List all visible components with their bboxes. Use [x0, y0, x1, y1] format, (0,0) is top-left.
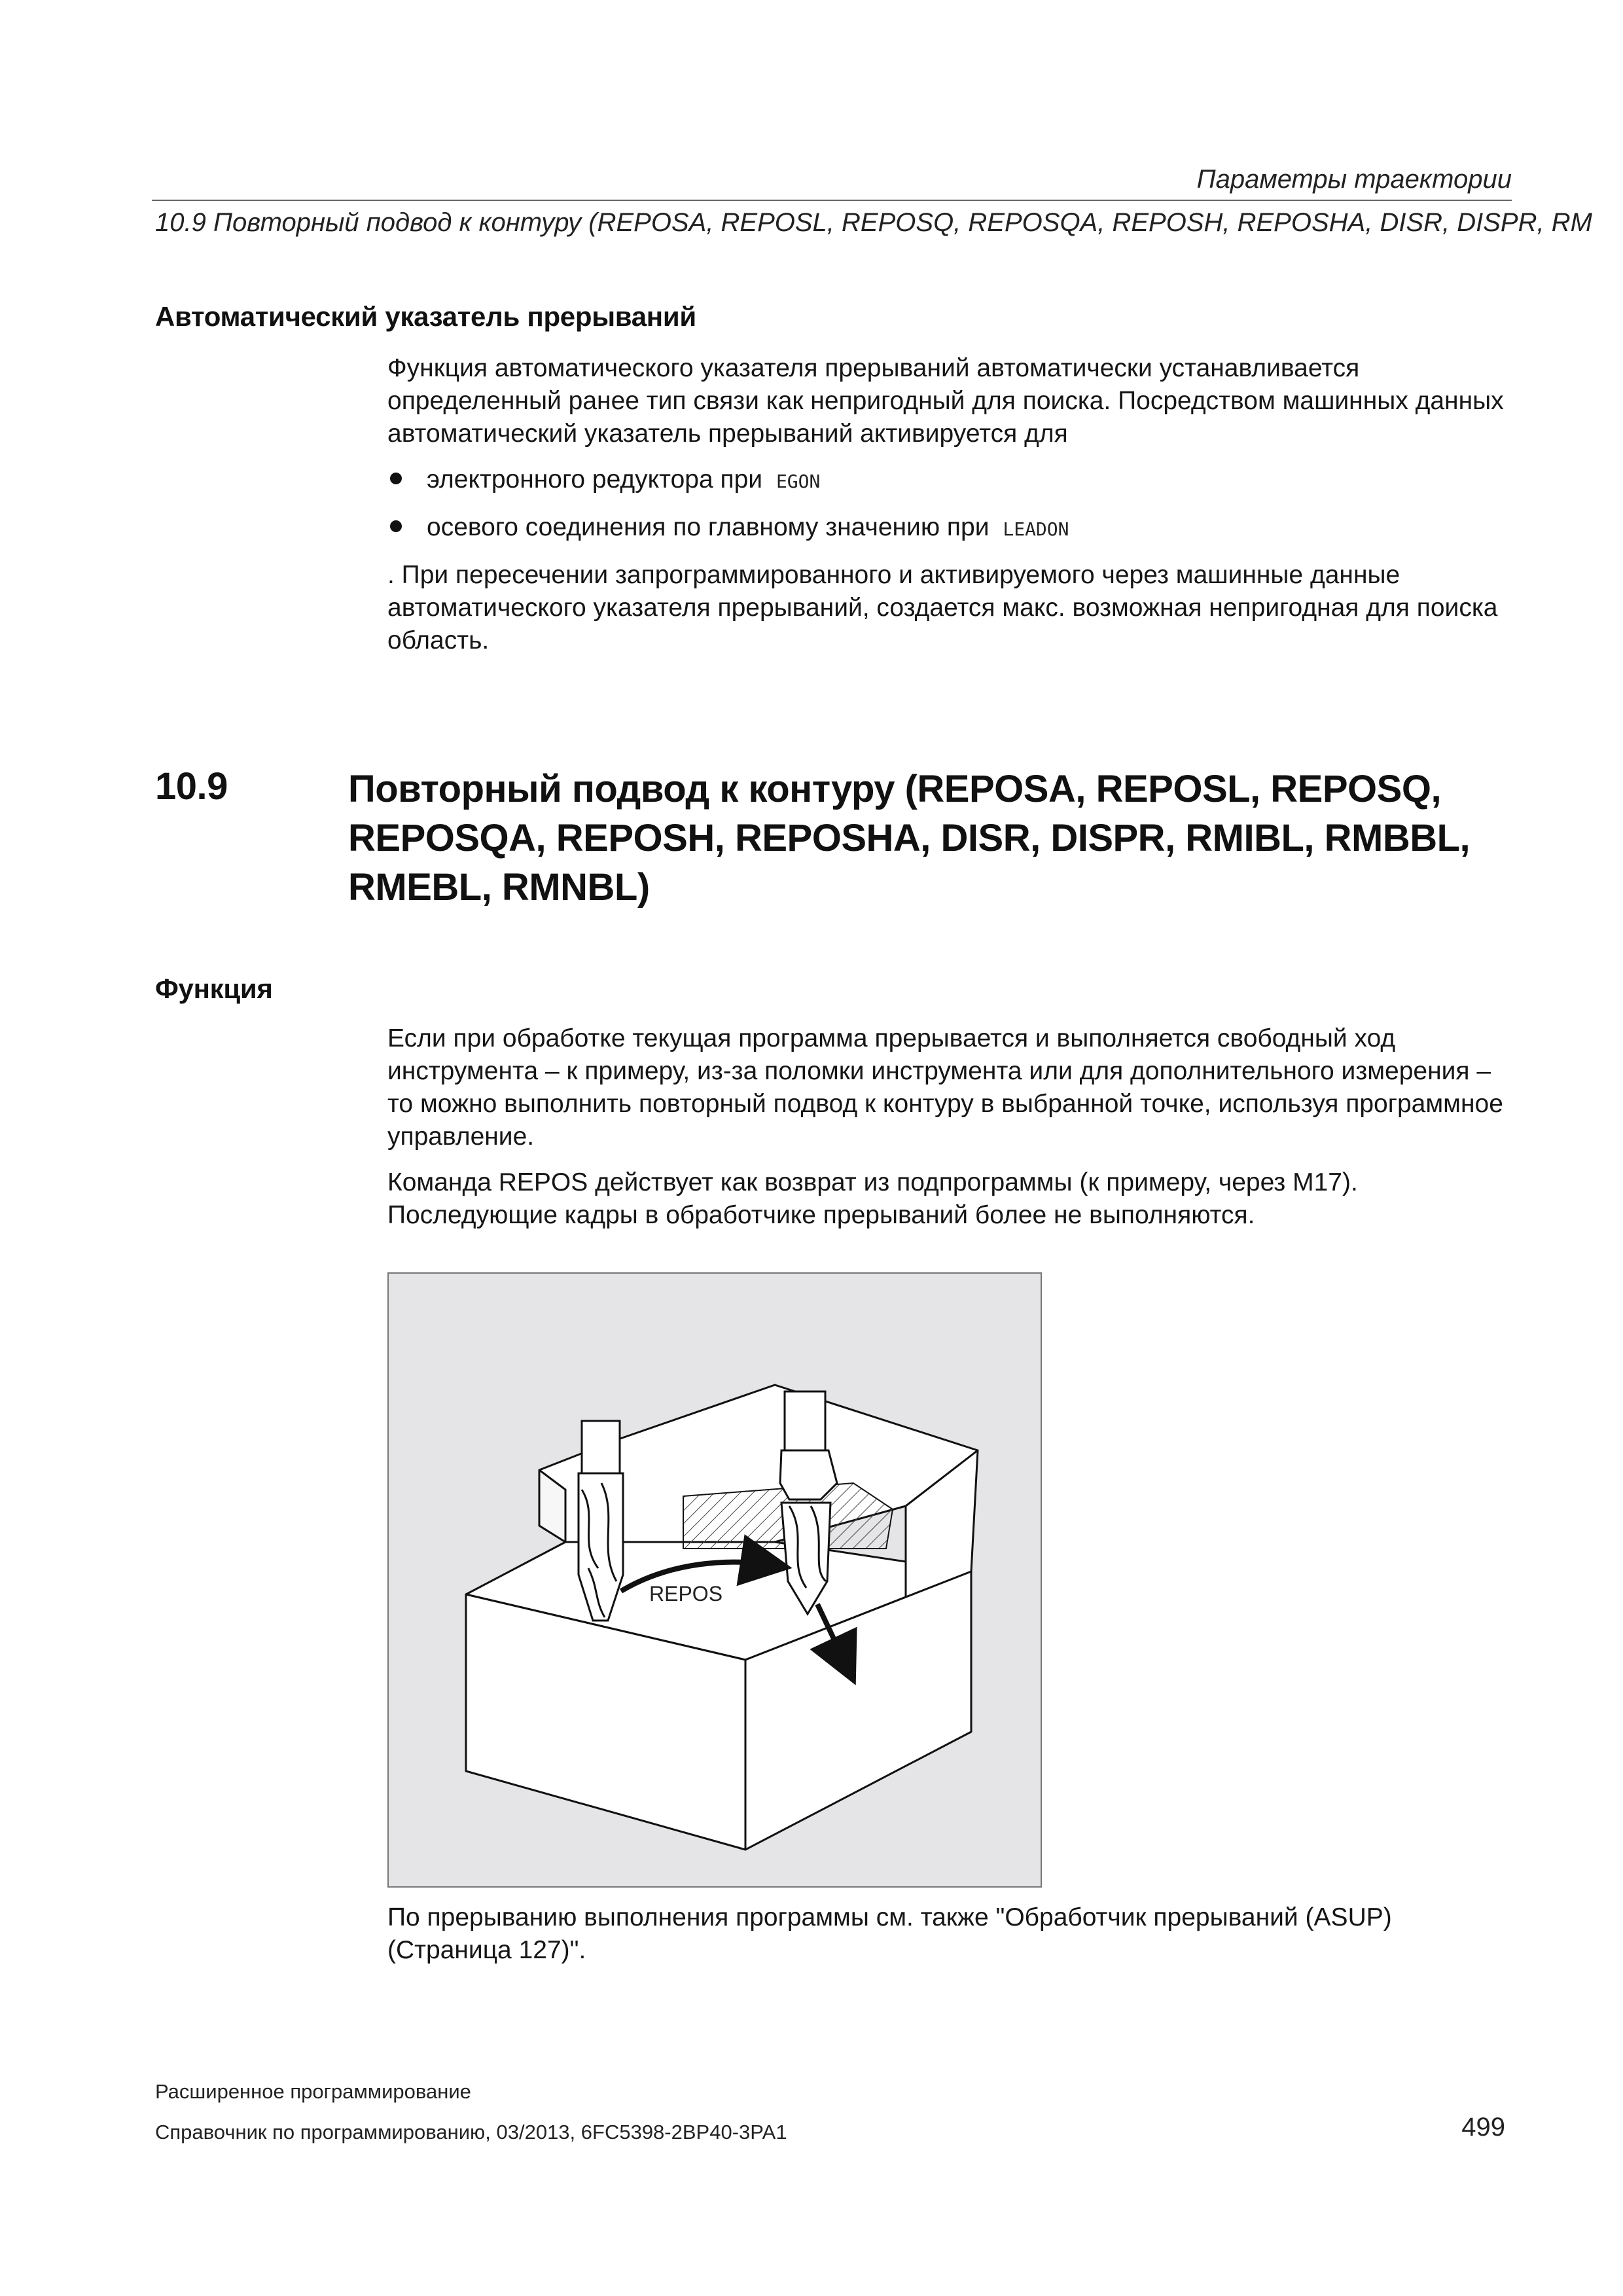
broken-tool-left [579, 1421, 623, 1621]
page-number: 499 [1461, 2113, 1505, 2142]
auto-pointer-intro: Функция автоматического указателя прерываний автоматически устанавливается определенный ранее тип связи как непригодный для поиска. Посредством машинных данных автоматический указатель прерываний активируется для [387, 354, 1504, 448]
bullet-dot [390, 520, 402, 532]
auto-pointer-body [387, 352, 1513, 670]
function-body [387, 1022, 1513, 1245]
list-item [387, 463, 1513, 498]
function-paragraph-2: Команда REPOS действует как возврат из подпрограммы (к примеру, через M17). Последующие кадры в обработчике прерываний более не выполняются. [387, 1168, 1358, 1229]
workpiece-block [466, 1385, 978, 1850]
function-heading: Функция [155, 973, 273, 1004]
footer-reference: Справочник по программированию, 03/2013, 6FC5398-2BP40-3PA1 [155, 2121, 787, 2144]
bullet-dot [390, 473, 402, 484]
repos-figure [387, 1272, 1042, 1888]
section-number: 10.9 [155, 765, 228, 808]
function-paragraph-3: По прерыванию выполнения программы см. также "Обработчик прерываний (ASUP) (Страница 127)". [387, 1903, 1392, 1964]
list-item [387, 511, 1513, 546]
code-keyword: EGON [776, 471, 821, 492]
repos-label: REPOS [649, 1582, 723, 1605]
code-keyword: LEADON [1003, 518, 1069, 540]
auto-pointer-bullet-list [387, 463, 1513, 546]
bullet-text: электронного редуктора при [427, 465, 763, 493]
auto-pointer-heading: Автоматический указатель прерываний [155, 301, 696, 332]
running-header-chapter: Параметры траектории [1196, 165, 1512, 194]
header-rule [152, 200, 1512, 201]
section-title: Повторный подвод к контуру (REPOSA, REPOSL, REPOSQ, REPOSQA, REPOSH, REPOSHA, DISR, DISPR, RMIBL, RMBBL, RMEBL, RMNBL) [348, 768, 1471, 908]
bullet-text: осевого соединения по главному значению при [427, 513, 990, 541]
footer-book-title: Расширенное программирование [155, 2080, 471, 2103]
running-header-section: 10.9 Повторный подвод к контуру (REPOSA, REPOSL, REPOSQ, REPOSQA, REPOSH, REPOSHA, DISR, DISPR, RM [155, 208, 1592, 237]
function-paragraph-1: Если при обработке текущая программа прерывается и выполняется свободный ход инструмента – к примеру, из-за поломки инструмента или для дополнительного измерения – то можно выполнить повторный подвод к контуру в выбранной точке, используя программное управление. [387, 1024, 1503, 1151]
auto-pointer-outro: . При пересечении запрограммированного и активируемого через машинные данные автоматического указателя прерываний, создается макс. возможная непригодная для поиска область. [387, 561, 1498, 655]
repos-illustration [389, 1274, 1041, 1886]
